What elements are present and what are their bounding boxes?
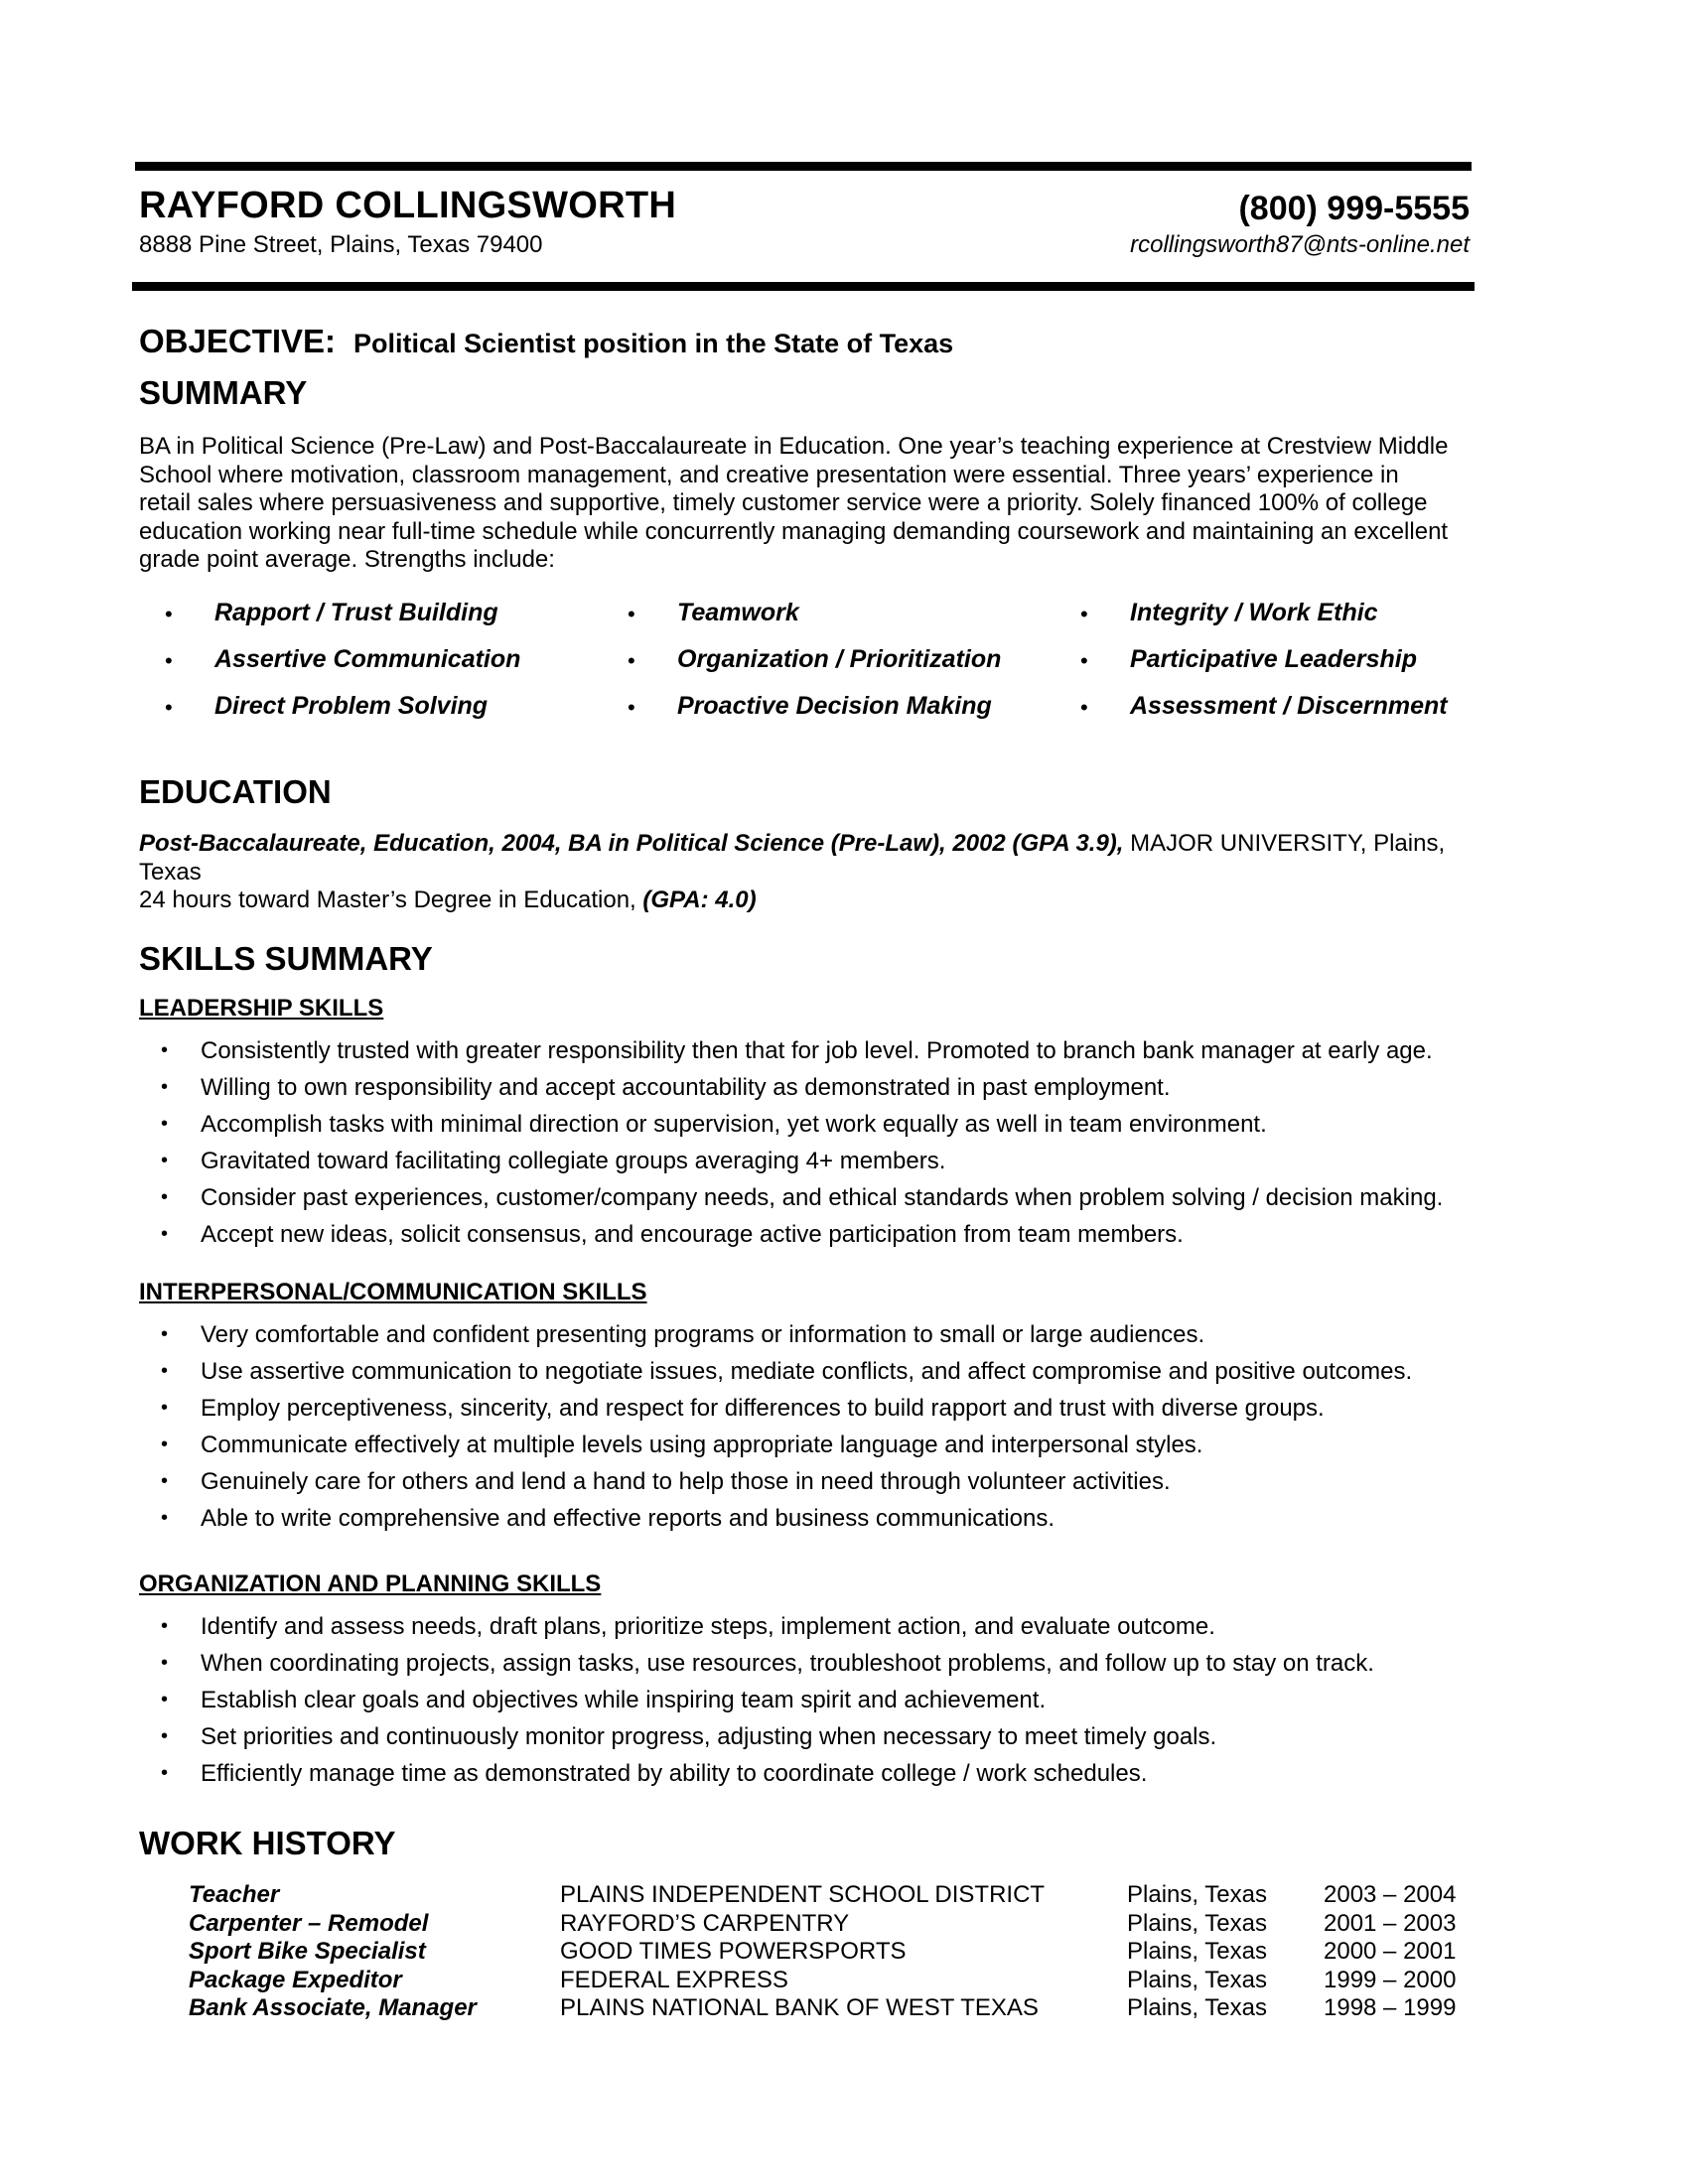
objective (139, 323, 953, 360)
school-name: MAJOR UNIVERSITY, Plains, (1123, 830, 1446, 857)
interpersonal-skills-heading: INTERPERSONAL/COMMUNICATION SKILLS (139, 1279, 647, 1305)
education-block (139, 830, 1529, 915)
list-item: • Use assertive communication to negotiate issues, mediate conflicts, and affect compromise and positive outcomes. (161, 1353, 1412, 1390)
job-location: Plains, Texas (1127, 1938, 1267, 1965)
bullet-icon: • (161, 1113, 169, 1135)
strength-item: Proactive Decision Making (677, 692, 992, 720)
job-location: Plains, Texas (1127, 1881, 1267, 1908)
job-company: PLAINS INDEPENDENT SCHOOL DISTRICT (560, 1881, 1046, 1908)
list-item: • When coordinating projects, assign tasks, use resources, troubleshoot problems, and follow up to stay on track. (161, 1645, 1374, 1682)
street-address: 8888 Pine Street, Plains, Texas 79400 (139, 231, 543, 258)
list-item: • Communicate effectively at multiple levels using appropriate language and interpersonal styles. (161, 1427, 1412, 1463)
bullet-icon: • (165, 602, 173, 626)
work-history-heading: WORK HISTORY (139, 1825, 396, 1861)
leadership-skills-heading: LEADERSHIP SKILLS (139, 995, 384, 1022)
objective-text: Political Scientist position in the State of Texas (353, 329, 954, 358)
strength-item: Teamwork (677, 599, 799, 626)
bullet-icon: • (628, 648, 635, 673)
strength-item: Integrity / Work Ethic (1130, 599, 1378, 626)
list-item: • Very comfortable and confident presenting programs or information to small or large audiences. (161, 1316, 1412, 1353)
list-item: • Employ perceptiveness, sincerity, and respect for differences to build rapport and trust with diverse groups. (161, 1390, 1412, 1427)
masters-text: 24 hours toward Master’s Degree in Education, (139, 887, 643, 913)
bullet-icon: • (161, 1725, 169, 1747)
list-item: • Efficiently manage time as demonstrated by ability to coordinate college / work schedules. (161, 1755, 1374, 1792)
bullet-icon: • (161, 1039, 169, 1061)
job-location: Plains, Texas (1127, 1994, 1267, 2021)
bullet-icon: • (161, 1652, 169, 1674)
job-title: Teacher (189, 1881, 280, 1908)
list-item: • Willing to own responsibility and accept accountability as demonstrated in past employment. (161, 1069, 1443, 1106)
skills-summary-heading: SKILLS SUMMARY (139, 940, 433, 977)
summary-line: education working near full-time schedule while concurrently managing demanding coursework and maintaining an excellent (139, 517, 1449, 545)
bullet-icon: • (161, 1615, 169, 1637)
job-company: PLAINS NATIONAL BANK OF WEST TEXAS (560, 1994, 1039, 2021)
bullet-icon: • (161, 1150, 169, 1171)
summary-paragraph (139, 433, 1529, 575)
summary-line: BA in Political Science (Pre-Law) and Post-Baccalaureate in Education. One year’s teaching experience at Crestview Middle (139, 433, 1449, 460)
bullet-icon: • (161, 1762, 169, 1784)
job-years: 1999 – 2000 (1324, 1966, 1457, 1993)
bullet-icon: • (161, 1507, 169, 1529)
list-item: • Accept new ideas, solicit consensus, and encourage active participation from team members. (161, 1216, 1443, 1253)
job-title: Bank Associate, Manager (189, 1994, 477, 2021)
summary-line: grade point average. Strengths include: (139, 546, 555, 573)
job-years: 2000 – 2001 (1324, 1938, 1457, 1965)
list-item: • Consistently trusted with greater responsibility then that for job level. Promoted to branch bank manager at early age. (161, 1032, 1443, 1069)
objective-label: OBJECTIVE: (139, 323, 337, 359)
bullet-icon: • (161, 1223, 169, 1245)
job-title: Carpenter – Remodel (189, 1909, 429, 1937)
bullet-icon: • (161, 1360, 169, 1382)
list-item: • Establish clear goals and objectives while inspiring team spirit and achievement. (161, 1682, 1374, 1718)
phone-number: (800) 999-5555 (1238, 190, 1470, 227)
bullet-icon: • (1080, 602, 1088, 626)
job-years: 1998 – 1999 (1324, 1994, 1457, 2021)
school-state: Texas (139, 858, 202, 886)
job-location: Plains, Texas (1127, 1966, 1267, 1993)
job-location: Plains, Texas (1127, 1909, 1267, 1937)
bullet-icon: • (161, 1076, 169, 1098)
job-company: FEDERAL EXPRESS (560, 1966, 788, 1993)
job-years: 2001 – 2003 (1324, 1909, 1457, 1937)
bullet-icon: • (165, 695, 173, 720)
interpersonal-skills-list (161, 1316, 1412, 1537)
job-company: RAYFORD’S CARPENTRY (560, 1909, 850, 1937)
list-item: • Able to write comprehensive and effective reports and business communications. (161, 1500, 1412, 1537)
job-title: Package Expeditor (189, 1966, 402, 1993)
bullet-icon: • (1080, 695, 1088, 720)
strength-item: Assertive Communication (214, 645, 521, 673)
bullet-icon: • (161, 1397, 169, 1419)
summary-line: retail sales where persuasiveness and supportive, timely customer service were a priority. Solely financed 100% of college (139, 489, 1428, 516)
bullet-icon: • (161, 1323, 169, 1345)
organization-skills-list (161, 1608, 1374, 1792)
education-heading: EDUCATION (139, 773, 332, 810)
strength-item: Assessment / Discernment (1130, 692, 1448, 720)
email-address: rcollingsworth87@nts-online.net (1130, 231, 1470, 258)
degree-text: Post-Baccalaureate, Education, 2004, BA in Political Science (Pre-Law), 2002 (GPA 3.9), (139, 830, 1124, 857)
bullet-icon: • (161, 1689, 169, 1710)
bullet-icon: • (165, 648, 173, 673)
bullet-icon: • (161, 1470, 169, 1492)
list-item: • Consider past experiences, customer/company needs, and ethical standards when problem solving / decision making. (161, 1179, 1443, 1216)
strength-item: Rapport / Trust Building (214, 599, 498, 626)
bullet-icon: • (628, 695, 635, 720)
bullet-icon: • (161, 1433, 169, 1455)
bullet-icon: • (628, 602, 635, 626)
list-item: • Gravitated toward facilitating collegiate groups averaging 4+ members. (161, 1143, 1443, 1179)
list-item: • Set priorities and continuously monitor progress, adjusting when necessary to meet timely goals. (161, 1718, 1374, 1755)
leadership-skills-list (161, 1032, 1443, 1253)
organization-skills-heading: ORGANIZATION AND PLANNING SKILLS (139, 1570, 602, 1597)
header-top-rule (135, 162, 1472, 171)
summary-heading: SUMMARY (139, 374, 308, 411)
strength-item: Organization / Prioritization (677, 645, 1002, 673)
strength-item: Direct Problem Solving (214, 692, 489, 720)
candidate-name: RAYFORD COLLINGSWORTH (139, 185, 677, 226)
list-item: • Identify and assess needs, draft plans, prioritize steps, implement action, and evaluate outcome. (161, 1608, 1374, 1645)
list-item: • Genuinely care for others and lend a hand to help those in need through volunteer activities. (161, 1463, 1412, 1500)
bullet-icon: • (1080, 648, 1088, 673)
job-years: 2003 – 2004 (1324, 1881, 1457, 1908)
summary-line: School where motivation, classroom management, and creative presentation were essential. Three years’ experience in (139, 461, 1399, 488)
strength-item: Participative Leadership (1130, 645, 1418, 673)
list-item: • Accomplish tasks with minimal direction or supervision, yet work equally as well in team environment. (161, 1106, 1443, 1143)
masters-gpa: (GPA: 4.0) (642, 887, 757, 913)
bullet-icon: • (161, 1186, 169, 1208)
header-bottom-rule (132, 282, 1475, 291)
job-company: GOOD TIMES POWERSPORTS (560, 1938, 907, 1965)
job-title: Sport Bike Specialist (189, 1938, 426, 1965)
